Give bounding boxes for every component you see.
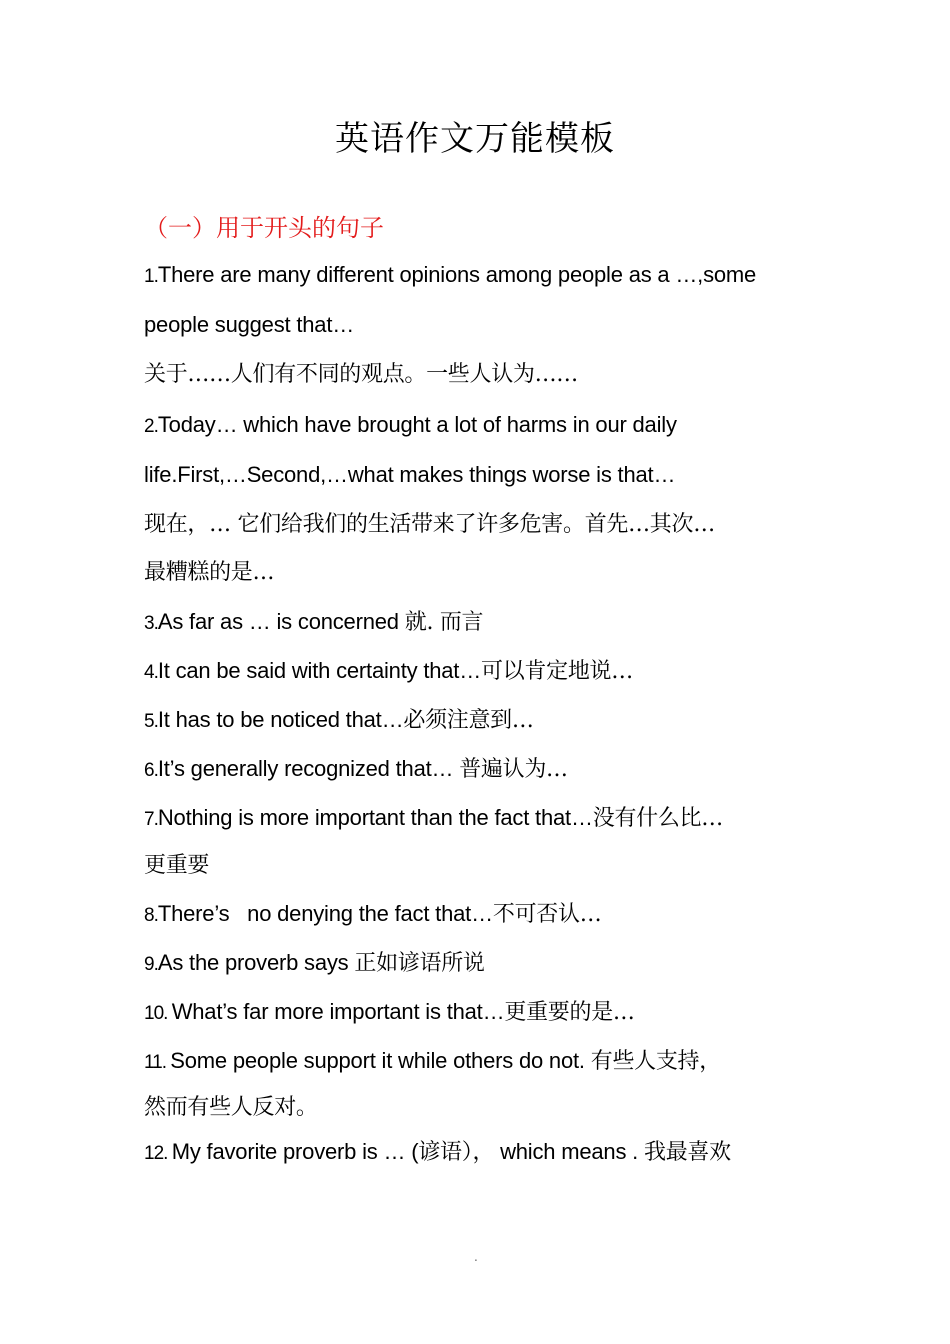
section-heading: （一）用于开头的句子 <box>144 214 384 242</box>
text-line: 最糟糕的是… <box>144 560 275 585</box>
text-line: 6.It’s generally recognized that… 普遍认为… <box>144 756 568 782</box>
text-line: 11. Some people support it while others do not. 有些人支持， <box>144 1048 721 1074</box>
text-line: 8.There’s no denying the fact that…不可否认… <box>144 901 602 927</box>
text-line: 9.As the proverb says 正如谚语所说 <box>144 950 485 976</box>
text-line: people suggest that… <box>144 312 355 337</box>
document-title: 英语作文万能模板 <box>335 119 615 159</box>
text-line: 然而有些人反对。 <box>144 1095 318 1120</box>
text-line: 更重要 <box>144 853 210 878</box>
text-line: 7.Nothing is more important than the fact that…没有什么比… <box>144 805 723 831</box>
text-line: 10. What’s far more important is that…更重要的是… <box>144 999 635 1025</box>
text-line: 1.There are many different opinions among people as a …,some <box>144 262 757 287</box>
text-line: 2.Today… which have brought a lot of harms in our daily <box>144 412 677 437</box>
footer-mark: . <box>474 1250 478 1264</box>
text-line: 现在，… 它们给我们的生活带来了许多危害。首先…其次… <box>144 512 715 537</box>
text-line: 3.As far as … is concerned 就. 而言 <box>144 609 484 635</box>
text-line: 关于……人们有不同的观点。一些人认为…… <box>144 362 579 387</box>
text-line: 4.It can be said with certainty that…可以肯定地说… <box>144 658 633 684</box>
text-line: 12. My favorite proverb is … (谚语）， which means . 我最喜欢 <box>144 1139 731 1165</box>
text-line: life.First,…Second,…what makes things worse is that… <box>144 462 676 487</box>
text-line: 5.It has to be noticed that…必须注意到… <box>144 707 534 733</box>
